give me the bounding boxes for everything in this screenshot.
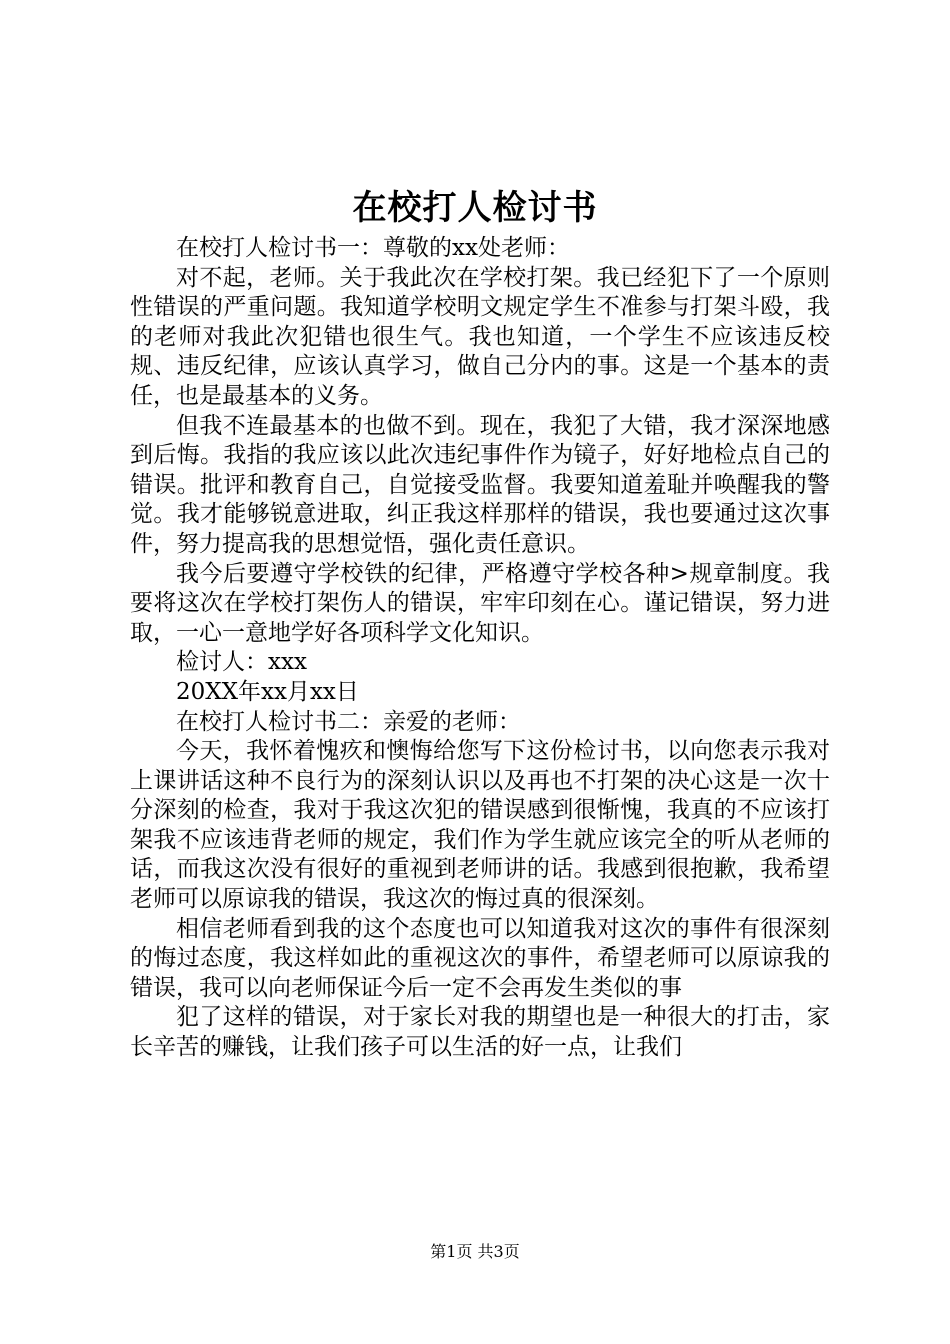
paragraph: 对不起，老师。关于我此次在学校打架。我已经犯下了一个原则性错误的严重问题。我知道学校明文规定学生不准参与打架斗殴，我的老师对我此次犯错也很生气。我也知道，一个学生不应该违反校规、违反纪律，应该认真学习，做自己分内的事。这是一个基本的责任，也是最基本的义务。	[130, 264, 830, 409]
paragraph: 今天，我怀着愧疚和懊悔给您写下这份检讨书，以向您表示我对上课讲话这种不良行为的深刻认识以及再也不打架的决心这是一次十分深刻的检查，我对于我这次犯的错误感到很惭愧，我真的不应该打架我不应该违背老师的规定，我们作为学生就应该完全的听从老师的话，而我这次没有很好的重视到老师讲的话。我感到很抱歉，我希望老师可以原谅我的错误，我这次的悔过真的很深刻。	[130, 738, 830, 913]
paragraph: 但我不连最基本的也做不到。现在，我犯了大错，我才深深地感到后悔。我指的我应该以此次违纪事件作为镜子，好好地检点自己的错误。批评和教育自己，自觉接受监督。我要知道羞耻并唤醒我的警觉。我才能够锐意进取，纠正我这样那样的错误，我也要通过这次事件，努力提高我的思想觉悟，强化责任意识。	[130, 412, 830, 557]
paragraph: 犯了这样的错误，对于家长对我的期望也是一种很大的打击，家长辛苦的赚钱，让我们孩子可以生活的好一点，让我们	[130, 1004, 830, 1061]
signature-line: 检讨人：xxx	[176, 649, 307, 676]
document-body	[130, 234, 830, 1063]
paragraph: 相信老师看到我的这个态度也可以知道我对这次的事件有很深刻的悔过态度，我这样如此的重视这次的事件，希望老师可以原谅我的错误，我可以向老师保证今后一定不会再发生类似的事	[130, 915, 830, 1001]
page-footer: 第1页 共3页	[430, 1242, 520, 1261]
date-line: 20XX年xx月xx日	[176, 678, 359, 705]
paragraph-salutation-2: 在校打人检讨书二：亲爱的老师：	[176, 708, 521, 735]
paragraph: 我今后要遵守学校铁的纪律，严格遵守学校各种>规章制度。我要将这次在学校打架伤人的错误，牢牢印刻在心。谨记错误，努力进取，一心一意地学好各项科学文化知识。	[130, 560, 830, 646]
document-title: 在校打人检讨书	[352, 188, 598, 228]
paragraph-salutation-1: 在校打人检讨书一：尊敬的xx处老师：	[176, 235, 570, 261]
